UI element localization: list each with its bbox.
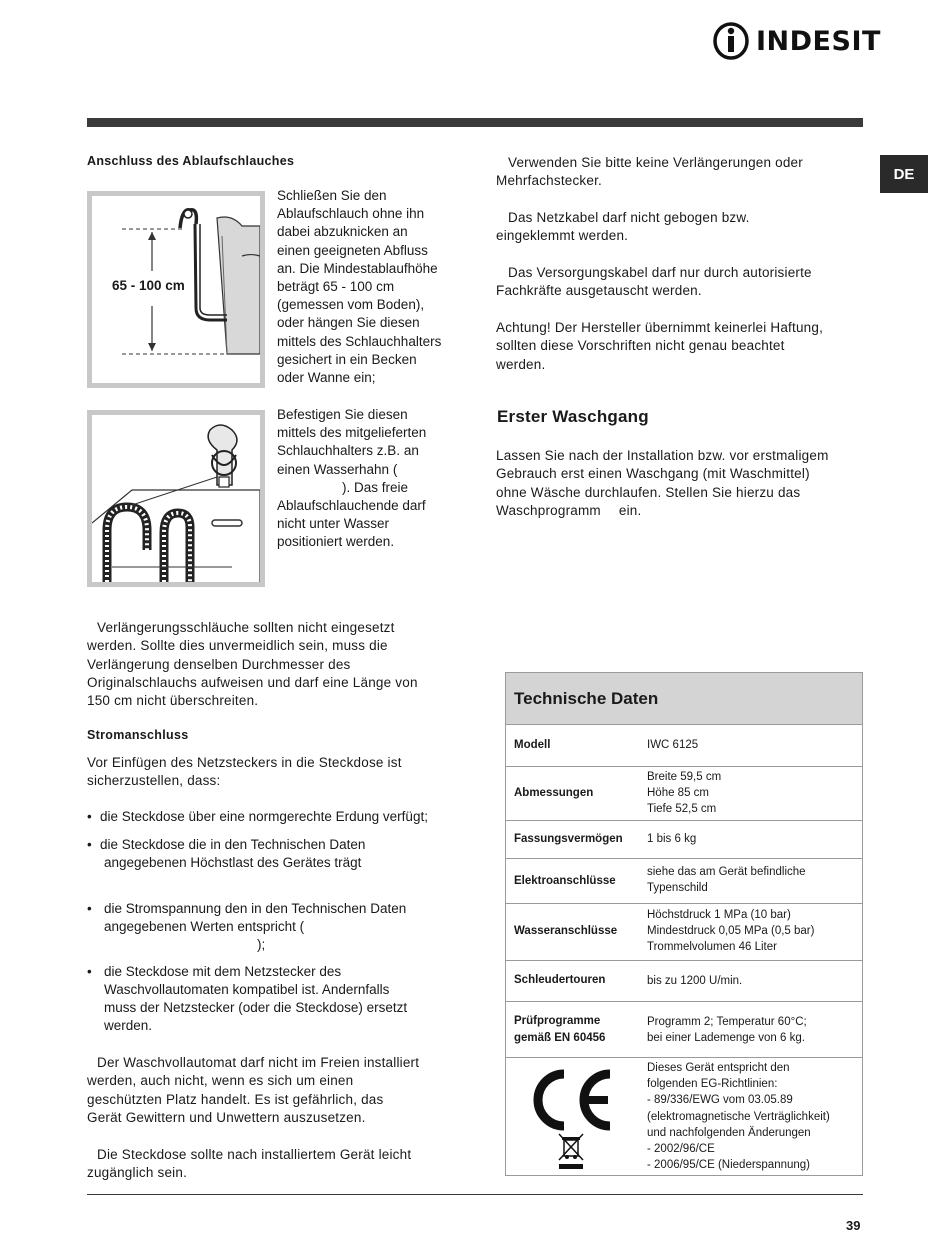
text-line: Das Netzkabel darf nicht gebogen bzw.: [508, 210, 750, 225]
value-line: Höhe 85 cm: [647, 787, 710, 800]
value-line: Dieses Gerät entspricht den: [647, 1062, 790, 1074]
heading-drain-hose: Anschluss des Ablaufschlauches: [87, 154, 295, 168]
page-number: 39: [846, 1218, 861, 1233]
indesit-logo: [712, 20, 881, 62]
text-line: Lassen Sie nach der Installation bzw. vor erstmaligem: [496, 448, 829, 463]
liability-warning-paragraph: [496, 319, 823, 374]
indesit-logo-icon: [712, 20, 752, 62]
bullet-icon: •: [87, 901, 92, 916]
row-value: [647, 769, 721, 818]
table-row: [505, 1058, 863, 1176]
text-line: positioniert werden.: [277, 534, 395, 550]
text-line: Mehrfachstecker.: [496, 173, 602, 189]
value-line: bei einer Lademenge von 6 kg.: [647, 1032, 805, 1045]
power-intro-paragraph: [87, 754, 402, 791]
text-line: Vor Einfügen des Netzsteckers in die Steckdose ist: [87, 755, 402, 770]
row-value: [647, 864, 806, 896]
row-value: [647, 1014, 807, 1046]
table-row: [505, 821, 863, 859]
bullet-text: angegebenen Höchstlast des Gerätes trägt: [104, 855, 362, 870]
value-line: - 2006/95/CE (Niederspannung): [647, 1159, 811, 1172]
text-line: Achtung! Der Hersteller übernimmt keinerlei Haftung,: [496, 320, 824, 335]
text-line: Ablaufschlauch ohne ihn: [277, 206, 425, 222]
row-label: Schleudertouren: [514, 974, 606, 986]
text-line: Fachkräfte ausgetauscht werden.: [496, 283, 702, 299]
text-line: an. Die Mindestablaufhöhe: [277, 260, 438, 276]
drain-instructions-1: [277, 187, 441, 387]
value-line: - 89/336/EWG vom 03.05.89: [647, 1094, 793, 1107]
text-line: eingeklemmt werden.: [496, 228, 629, 244]
row-label: Fassungsvermögen: [514, 833, 623, 845]
cable-bend-paragraph: [496, 209, 750, 246]
drain-height-label: 65 - 100 cm: [112, 278, 185, 293]
value-line: folgenden EG-Richtlinien:: [647, 1078, 778, 1091]
text-line: Befestigen Sie diesen: [277, 407, 408, 422]
row-label: [514, 1013, 605, 1046]
value-line: Tiefe 52,5 cm: [647, 803, 717, 816]
bullet-text: die Steckdose mit dem Netzstecker des: [104, 964, 342, 979]
table-row: [505, 904, 863, 961]
text-line: Gerät Gewittern und Unwettern auszusetzen.: [87, 1109, 366, 1125]
text-line: 150 cm nicht überschreiten.: [87, 693, 259, 709]
row-value: bis zu 1200 U/min.: [647, 975, 743, 987]
row-value: 1 bis 6 kg: [647, 833, 697, 845]
text-line: geschützten Platz handelt. Es ist gefährlich, das: [87, 1091, 384, 1107]
text-line: Verlängerungsschläuche sollten nicht eingesetzt: [97, 620, 395, 635]
text-line: sicherzustellen, dass:: [87, 773, 221, 789]
table-title: Technische Daten: [505, 672, 863, 725]
bullet-item-voltage: [87, 900, 457, 958]
text-line: Verlängerung denselben Durchmesser des: [87, 656, 351, 672]
table-row: [505, 961, 863, 1002]
text-line: Gebrauch erst einen Waschgang (mit Waschmittel): [496, 466, 810, 482]
language-tab: DE: [880, 155, 928, 193]
text-line: mittels des Schlauchhalters: [277, 333, 442, 349]
value-line: siehe das am Gerät befindliche: [647, 866, 806, 878]
text-line: nicht unter Wasser: [277, 516, 390, 532]
value-line: - 2002/96/CE: [647, 1143, 715, 1156]
text-line: dabei abzuknicken an: [277, 224, 408, 240]
value-line: Breite 59,5 cm: [647, 771, 722, 783]
table-row: [505, 859, 863, 904]
text-line: zugänglich sein.: [87, 1165, 188, 1181]
row-label: Wasseranschlüsse: [514, 925, 618, 937]
text-line: werden.: [496, 356, 546, 372]
text-line: ein.: [618, 502, 642, 518]
text-line: Das Versorgungskabel darf nur durch autorisierte: [508, 265, 812, 280]
table-row: [505, 767, 863, 821]
text-line: oder Wanne ein;: [277, 370, 376, 386]
socket-access-paragraph: [87, 1146, 411, 1183]
heading-first-wash: Erster Waschgang: [497, 407, 649, 426]
text-line: Ablaufschlauchende darf: [277, 498, 426, 514]
row-label: Modell: [514, 739, 551, 751]
text-line: einen Wasserhahn (: [277, 461, 398, 477]
bullet-icon: •: [87, 837, 92, 852]
label-line: Prüfprogramme: [514, 1015, 601, 1027]
text-line: oder hängen Sie diesen: [277, 315, 420, 331]
no-extension-paragraph: [496, 154, 803, 191]
footer-rule: [87, 1194, 863, 1195]
row-label: Elektroanschlüsse: [514, 875, 616, 887]
figure-drain-height: [87, 191, 265, 388]
header-rule: [87, 118, 863, 127]
row-value: IWC 6125: [647, 739, 699, 751]
label-line: gemäß EN 60456: [514, 1031, 606, 1044]
text-line: werden, auch nicht, wenn es sich um einen: [87, 1073, 354, 1089]
text-line: sollten diese Vorschriften nicht genau beachtet: [496, 338, 785, 354]
heading-power-connection: Stromanschluss: [87, 728, 189, 742]
text-line: Verwenden Sie bitte keine Verlängerungen oder: [508, 155, 803, 170]
bullet-text: Waschvollautomaten kompatibel ist. Andernfalls: [104, 982, 390, 997]
first-wash-paragraph: [496, 447, 829, 520]
bullet-text: muss der Netzstecker (oder die Steckdose) ersetzt: [104, 1000, 408, 1015]
text-line: mittels des mitgelieferten: [277, 425, 427, 441]
value-line: (elektromagnetische Verträglichkeit): [647, 1110, 830, 1123]
bullet-text: die Stromspannung den in den Technischen Daten: [104, 901, 407, 916]
bullet-item-grounding: [87, 808, 457, 828]
bullet-text: werden.: [104, 1018, 153, 1033]
bullet-text: die Steckdose die in den Technischen Daten: [100, 837, 366, 852]
bullet-item-max-load: [87, 836, 457, 876]
table-row: [505, 1002, 863, 1058]
outdoor-warning-paragraph: [87, 1054, 419, 1127]
text-line: ohne Wäsche durchlaufen. Stellen Sie hierzu das: [496, 484, 801, 500]
text-line: werden. Sollte dies unvermeidlich sein, muss die: [87, 638, 388, 654]
row-value: [647, 1060, 830, 1173]
value-line: Höchstdruck 1 MPa (10 bar): [647, 909, 791, 921]
row-label: Abmessungen: [514, 787, 594, 799]
text-line: Originalschlauchs aufweisen und darf eine Länge von: [87, 674, 418, 690]
brand-name: INDESIT: [756, 26, 881, 57]
row-value: [647, 907, 814, 956]
text-line: Schlauchhalters z.B. an: [277, 443, 419, 459]
value-line: Programm 2; Temperatur 60°C;: [647, 1016, 807, 1028]
bullet-text: die Steckdose über eine normgerechte Erdung verfügt;: [100, 809, 428, 824]
bullet-item-plug-compat: [87, 963, 457, 1039]
drain-instructions-2: [277, 406, 426, 552]
bullet-icon: •: [87, 809, 92, 824]
bullet-text: );: [257, 937, 266, 952]
text-line: ). Das freie: [342, 479, 409, 495]
text-line: Der Waschvollautomat darf nicht im Freien installiert: [97, 1055, 420, 1070]
text-line: (gemessen vom Boden),: [277, 297, 425, 313]
text-line: gesichert in ein Becken: [277, 351, 417, 367]
value-line: und nachfolgenden Änderungen: [647, 1126, 811, 1139]
text-line: Die Steckdose sollte nach installiertem Gerät leicht: [97, 1147, 412, 1162]
extension-hose-paragraph: [87, 619, 418, 710]
hose-holder-illustration: [92, 415, 260, 582]
cable-replace-paragraph: [496, 264, 812, 301]
figure-hose-holder: [87, 410, 265, 587]
text-line: Schließen Sie den: [277, 188, 387, 203]
text-line: einen geeigneten Abfluss: [277, 242, 428, 258]
text-line: beträgt 65 - 100 cm: [277, 279, 395, 295]
ce-weee-mark-icon: [526, 1064, 616, 1172]
table-row: [505, 725, 863, 767]
value-line: Mindestdruck 0,05 MPa (0,5 bar): [647, 925, 815, 938]
text-line: Waschprogramm: [496, 502, 601, 518]
bullet-icon: •: [87, 964, 92, 979]
technical-data-table: [505, 672, 863, 1176]
bullet-text: angegebenen Werten entspricht (: [104, 919, 305, 934]
value-line: Trommelvolumen 46 Liter: [647, 941, 777, 954]
value-line: Typenschild: [647, 882, 708, 895]
